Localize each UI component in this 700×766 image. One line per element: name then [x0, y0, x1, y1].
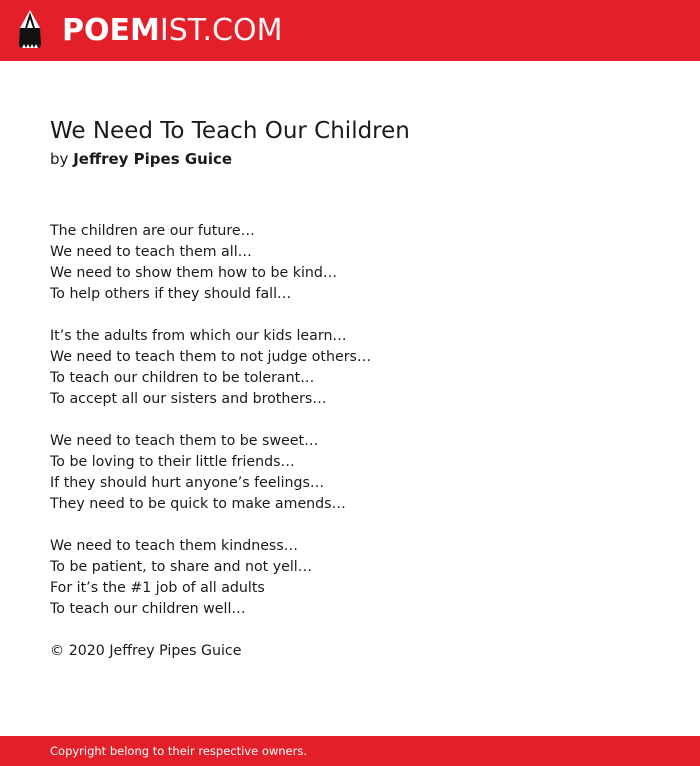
poem-line: To be loving to their little friends… — [50, 454, 295, 470]
poem-line: It’s the adults from which our kids learn… — [50, 328, 347, 344]
footer-copyright-notice: Copyright belong to their respective owners. — [50, 744, 308, 758]
poem-stanza-4 — [50, 536, 650, 620]
poem-stanza-3 — [50, 431, 650, 515]
logo-wordmark — [62, 9, 282, 53]
pencil-icon — [16, 10, 44, 52]
poem-copyright: © 2020 Jeffrey Pipes Guice — [50, 643, 242, 659]
byline-prefix: by — [50, 150, 69, 168]
poem-line: We need to teach them all… — [50, 244, 252, 260]
poem-stanza-2 — [50, 326, 650, 410]
poem-stanza-1 — [50, 221, 650, 305]
poem-title: We Need To Teach Our Children — [50, 118, 410, 144]
site-header — [0, 0, 700, 61]
poem-author-link[interactable]: Jeffrey Pipes Guice — [73, 150, 233, 168]
poem-body — [50, 221, 650, 662]
poem-content — [50, 116, 650, 662]
poem-line: If they should hurt anyone’s feelings… — [50, 475, 325, 491]
poem-line: We need to show them how to be kind… — [50, 265, 338, 281]
poem-line: To help others if they should fall… — [50, 286, 292, 302]
poem-byline — [50, 147, 650, 171]
poem-line: We need to teach them to be sweet… — [50, 433, 319, 449]
poem-line: To be patient, to share and not yell… — [50, 559, 312, 575]
poem-line: We need to teach them kindness… — [50, 538, 298, 554]
poem-line: The children are our future… — [50, 223, 255, 239]
poem-line: To teach our children well… — [50, 601, 246, 617]
poem-line: For it’s the #1 job of all adults — [50, 580, 265, 596]
logo-light-text: IST.COM — [159, 13, 283, 48]
poem-line: To teach our children to be tolerant… — [50, 370, 315, 386]
poem-line: To accept all our sisters and brothers… — [50, 391, 327, 407]
poem-line: We need to teach them to not judge others… — [50, 349, 372, 365]
logo-bold-text: POEM — [62, 13, 160, 48]
site-footer — [0, 736, 700, 766]
site-logo-link[interactable] — [16, 9, 282, 53]
poem-line: They need to be quick to make amends… — [50, 496, 346, 512]
